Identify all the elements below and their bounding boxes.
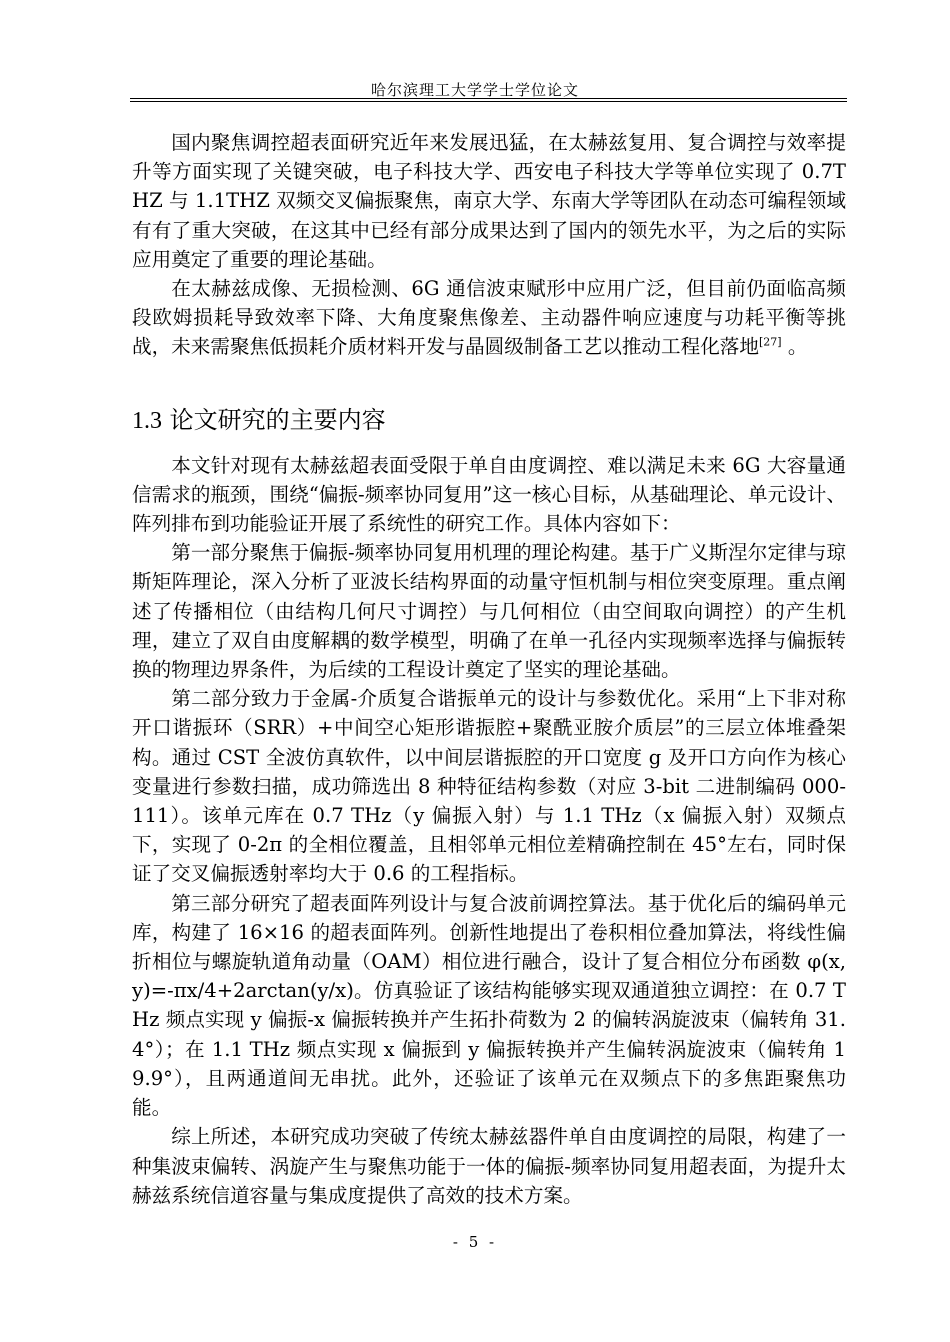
section-heading [132,404,846,437]
section-title: 论文研究的主要内容 [169,405,386,434]
intro-paragraph-2-tail: 。 [781,335,808,359]
body-paragraph-4: 第三部分研究了超表面阵列设计与复合波前调控算法。基于优化后的编码单元库，构建了 16×16 的超表面阵列。创新性地提出了卷积相位叠加算法，将线性偏折相位与螺旋轨道角动量（OAM）相位进行融合，设计了复合相位分布函数 φ(x,y)=-πx/4+2arctan(y/x)。仿真验证了该结构能够实现双通道独立调控：在 0.7 THz 频点实现 y 偏振-x 偏振转换并产生拓扑荷数为 2 的偏转涡旋波束（偏转角 31.4°）；在 1.1 THz 频点实现 x 偏振到 y 偏振转换并产生偏转涡旋波束（偏转角 19.9°），且两通道间无串扰。此外，还验证了该单元在双频点下的多焦距聚焦功能。 [132,891,846,1120]
body-paragraph-3: 第二部分致力于金属-介质复合谐振单元的设计与参数优化。采用“上下非对称开口谐振环（SRR）+中间空心矩形谐振腔+聚酰亚胺介质层”的三层立体堆叠架构。通过 CST 全波仿真软件，以中间层谐振腔的开口宽度 g 及开口方向作为核心变量进行参数扫描，成功筛选出 8 种特征结构参数（对应 3-bit 二进制编码 000-111）。该单元库在 0.7 THz（y 偏振入射）与 1.1 THz（x 偏振入射）双频点下，实现了 0-2π 的全相位覆盖，且相邻单元相位差精确控制在 45°左右，同时保证了交叉偏振透射率均大于 0.6 的工程指标。 [132,687,846,886]
intro-paragraph-1: 国内聚焦调控超表面研究近年来发展迅猛，在太赫兹复用、复合调控与效率提升等方面实现了关键突破，电子科技大学、西安电子科技大学等单位实现了 0.7THZ 与 1.1THZ 双频交叉偏振聚焦，南京大学、东南大学等团队在动态可编程领域有有了重大突破，在这其中已经有部分成果达到了国内的领先水平，为之后的实际应用奠定了重要的理论基础。 [132,131,846,271]
body-paragraph-5: 综上所述，本研究成功突破了传统太赫兹器件单自由度调控的局限，构建了一种集波束偏转、涡旋产生与聚焦功能于一体的偏振-频率协同复用超表面，为提升太赫兹系统信道容量与集成度提供了高效的技术方案。 [132,1125,846,1207]
intro-paragraph-2-text: 在太赫兹成像、无损检测、6G 通信波束赋形中应用广泛，但目前仍面临高频段欧姆损耗导致效率下降、大角度聚焦像差、主动器件响应速度与功耗平衡等挑战，未来需聚焦低损耗介质材料开发与晶圆级制备工艺以推动工程化落地 [132,277,846,359]
body-paragraph-2: 第一部分聚焦于偏振-频率协同复用机理的理论构建。基于广义斯涅尔定律与琼斯矩阵理论，深入分析了亚波长结构界面的动量守恒机制与相位突变原理。重点阐述了传播相位（由结构几何尺寸调控）与几何相位（由空间取向调控）的产生机理，建立了双自由度解耦的数学模型，明确了在单一孔径内实现频率选择与偏振转换的物理边界条件，为后续的工程设计奠定了坚实的理论基础。 [132,541,846,682]
intro-paragraph-2 [132,274,846,362]
section-number: 1.3 [132,407,162,434]
running-header: 哈尔滨理工大学学士学位论文 [370,81,579,99]
page-content [132,128,846,1210]
header-rule [130,98,847,102]
body-paragraph-1: 本文针对现有太赫兹超表面受限于单自由度调控、难以满足未来 6G 大容量通信需求的瓶颈，围绕“偏振-频率协同复用”这一核心目标，从基础理论、单元设计、阵列排布到功能验证开展了系统性的研究工作。具体内容如下： [132,453,846,536]
citation-ref[interactable]: [27] [759,335,782,349]
page-number: - 5 - [452,1233,498,1251]
